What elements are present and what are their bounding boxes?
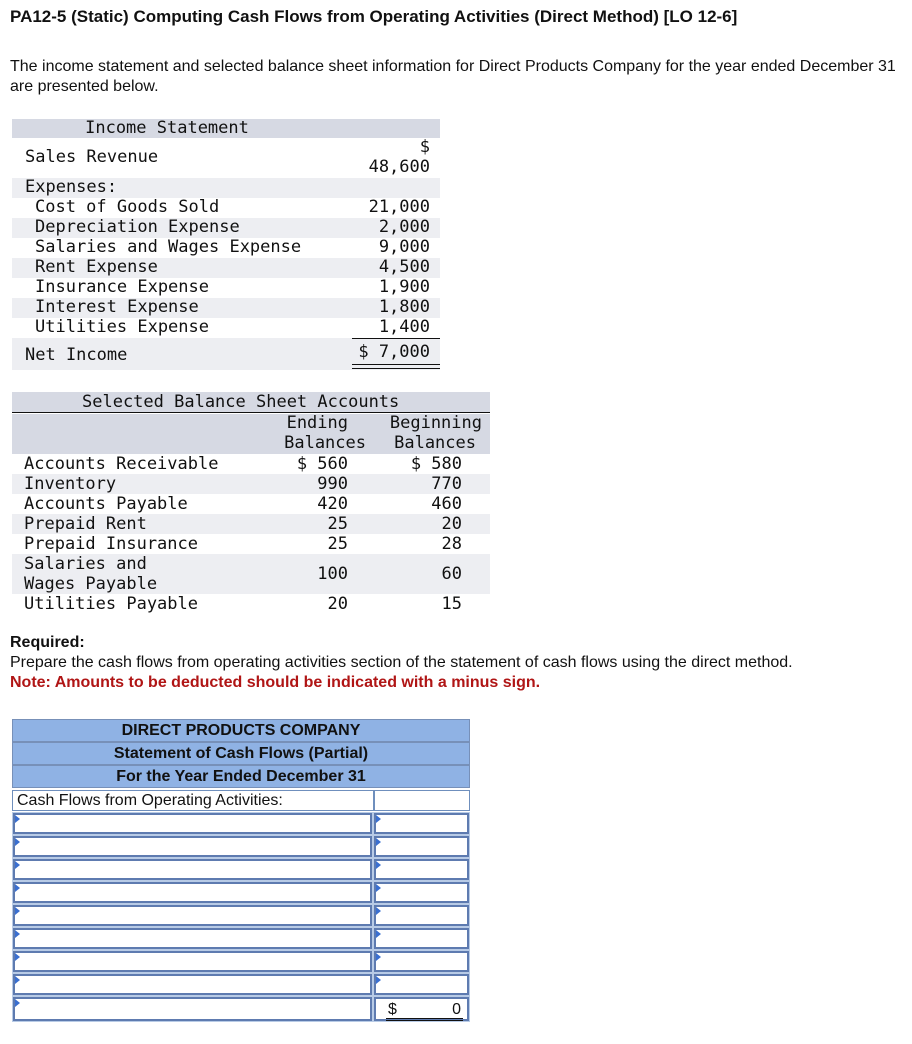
label-field[interactable] <box>19 816 364 831</box>
required-label: Required: <box>10 634 85 651</box>
problem-intro: The income statement and selected balance sheet information for Direct Products Company for the year ended December 31 are presented below. <box>10 58 896 95</box>
balance-row: Prepaid Rent 25 20 <box>24 514 462 534</box>
label-field[interactable] <box>19 954 364 969</box>
label-field[interactable] <box>19 931 364 946</box>
cash-flow-row <box>12 904 470 927</box>
cash-flow-row <box>12 835 470 858</box>
balance-row-utilities: Utilities Payable 20 15 <box>24 594 462 614</box>
cash-flow-row <box>12 881 470 904</box>
net-income-value: $ 7,000 <box>358 342 430 362</box>
label-field[interactable] <box>19 1000 364 1015</box>
amount-field[interactable] <box>380 839 461 854</box>
cash-flow-total-label-input[interactable] <box>13 997 372 1021</box>
balance-row: Accounts Receivable $ 560 $ 580 <box>24 454 462 474</box>
cash-flow-amount-input[interactable] <box>374 813 469 834</box>
cash-flow-amount-input[interactable] <box>374 905 469 926</box>
label-field[interactable] <box>19 885 364 900</box>
col-beginning-2: Balances <box>394 433 476 453</box>
total-dollar-sign: $ <box>388 1001 397 1018</box>
amount-field[interactable] <box>380 931 461 946</box>
expense-row: Rent Expense 4,500 <box>35 257 430 277</box>
expenses-label: Expenses: <box>25 177 118 197</box>
amount-field[interactable] <box>380 977 461 992</box>
balance-row: Prepaid Insurance 25 28 <box>24 534 462 554</box>
cash-flow-amount-input[interactable] <box>374 882 469 903</box>
balance-sheet-header: Selected Balance Sheet Accounts <box>82 392 400 412</box>
page-title: PA12-5 (Static) Computing Cash Flows from Operating Activities (Direct Method) [LO 12-6] <box>10 7 738 26</box>
cash-flow-amount-input[interactable] <box>374 974 469 995</box>
cash-flow-amount-input[interactable] <box>374 836 469 857</box>
col-ending-1: Ending <box>286 413 348 433</box>
cash-flow-label-input[interactable] <box>13 836 372 857</box>
expense-row: Insurance Expense 1,900 <box>35 277 430 297</box>
form-period-header: For the Year Ended December 31 <box>12 765 470 788</box>
amount-field[interactable] <box>380 908 461 923</box>
balance-sheet-table <box>12 392 490 617</box>
label-field[interactable] <box>19 977 364 992</box>
cash-flow-total-cell <box>374 997 469 1021</box>
balance-row: Inventory 990 770 <box>24 474 462 494</box>
required-text: Prepare the cash flows from operating activities section of the statement of cash flows using the direct method. <box>10 654 793 671</box>
label-field[interactable] <box>19 908 364 923</box>
cash-flow-label-input[interactable] <box>13 928 372 949</box>
label-field[interactable] <box>19 839 364 854</box>
expense-row: Depreciation Expense 2,000 <box>35 217 430 237</box>
sales-revenue-value: 48,600 <box>368 157 430 177</box>
sales-revenue-label: Sales Revenue <box>25 147 159 167</box>
cash-flow-row <box>12 927 470 950</box>
cash-flow-amount-input[interactable] <box>374 951 469 972</box>
expense-row: Interest Expense 1,800 <box>35 297 430 317</box>
cash-flow-label-input[interactable] <box>13 905 372 926</box>
subtotal-rule <box>352 338 440 339</box>
cash-flow-total-row <box>12 996 470 1022</box>
expense-row: Utilities Expense 1,400 <box>35 317 430 337</box>
amount-field[interactable] <box>380 954 461 969</box>
cash-flow-row <box>12 812 470 835</box>
cash-flow-label-input[interactable] <box>13 951 372 972</box>
operating-activities-label: Cash Flows from Operating Activities: <box>12 790 374 811</box>
operating-activities-blank <box>374 790 470 811</box>
net-income-label: Net Income <box>25 345 128 365</box>
expense-row: Cost of Goods Sold 21,000 <box>35 197 430 217</box>
col-ending-2: Balances <box>284 433 366 453</box>
double-rule-top <box>352 364 440 365</box>
sales-revenue-dollar: $ <box>419 137 430 157</box>
amount-field[interactable] <box>380 816 461 831</box>
income-statement-header: Income Statement <box>12 119 440 138</box>
cash-flow-amount-input[interactable] <box>374 928 469 949</box>
cash-flow-label-input[interactable] <box>13 813 372 834</box>
cash-flow-row <box>12 973 470 996</box>
total-value: 0 <box>452 1001 461 1018</box>
income-statement-table <box>12 119 440 370</box>
balance-row-salaries: Salaries and Wages Payable 100 60 <box>24 554 462 594</box>
expense-row: Salaries and Wages Expense 9,000 <box>35 237 430 257</box>
cash-flow-amount-input[interactable] <box>374 859 469 880</box>
cash-flow-label-input[interactable] <box>13 859 372 880</box>
cash-flow-label-input[interactable] <box>13 974 372 995</box>
form-company-header: DIRECT PRODUCTS COMPANY <box>12 719 470 742</box>
required-note: Note: Amounts to be deducted should be indicated with a minus sign. <box>10 674 541 691</box>
required-section <box>10 633 900 693</box>
amount-field[interactable] <box>380 862 461 877</box>
col-beginning-1: Beginning <box>389 413 482 433</box>
form-statement-header: Statement of Cash Flows (Partial) <box>12 742 470 765</box>
cash-flow-label-input[interactable] <box>13 882 372 903</box>
amount-field[interactable] <box>380 885 461 900</box>
double-rule-bottom <box>352 368 440 369</box>
cash-flow-row <box>12 858 470 881</box>
label-field[interactable] <box>19 862 364 877</box>
cash-flow-row <box>12 950 470 973</box>
balance-row: Accounts Payable 420 460 <box>24 494 462 514</box>
